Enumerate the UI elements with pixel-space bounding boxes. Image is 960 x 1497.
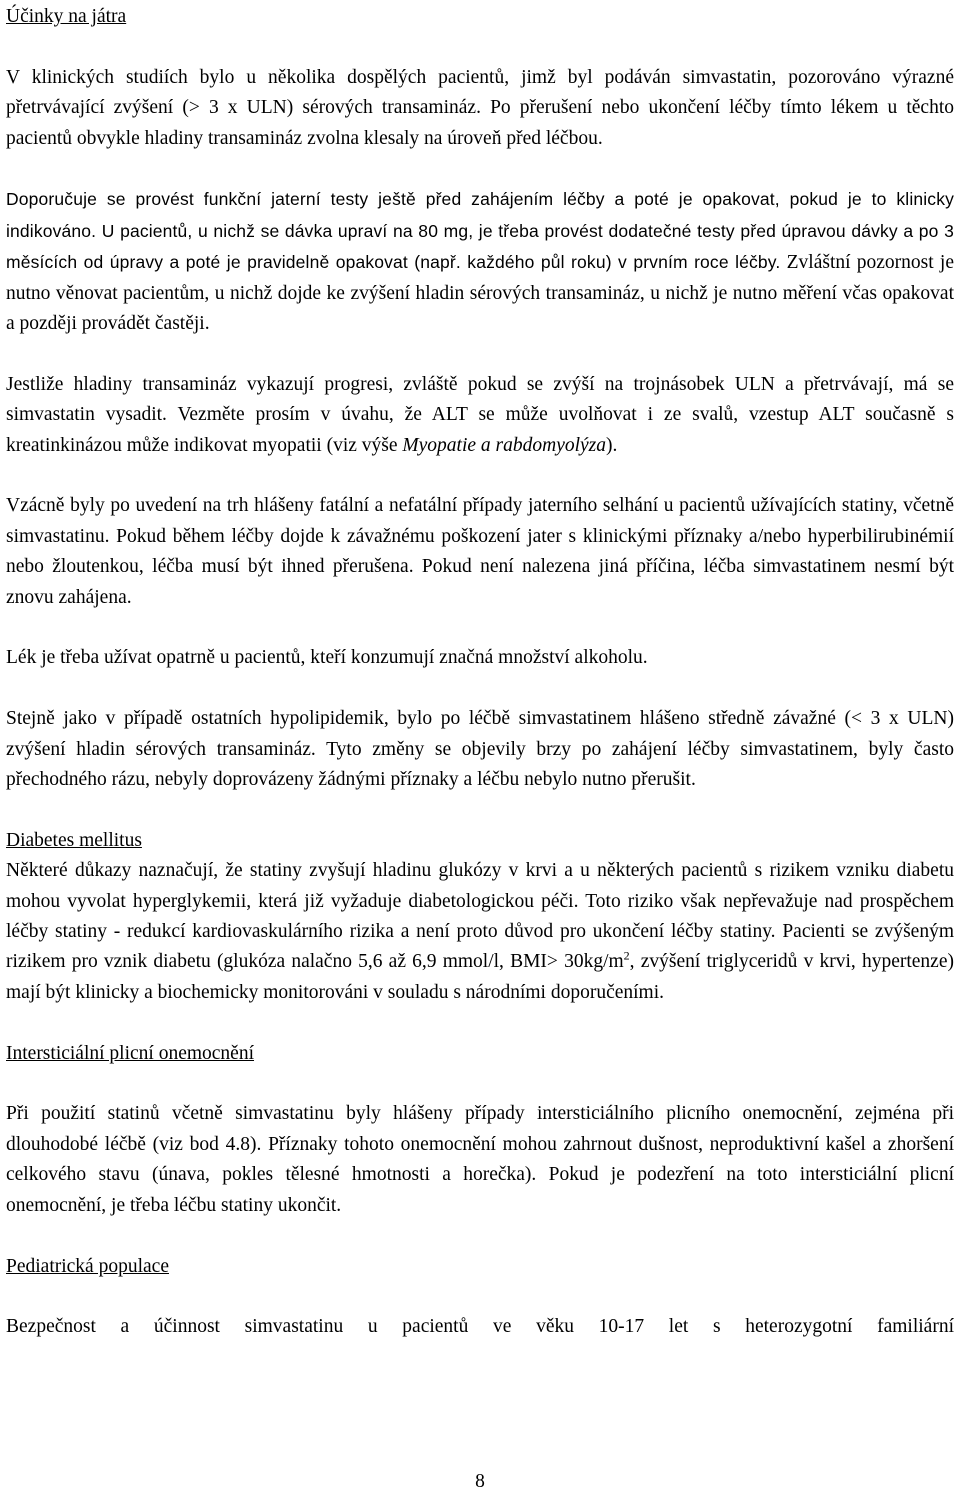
section-heading-diabetes: Diabetes mellitus <box>6 829 142 851</box>
paragraph-liver-2-part-b: Zvláštní pozornost je nutno věnovat pacientům, u nichž dojde ke zvýšení hladin sérových transamináz, u nichž je nutno měření včas opakovat a později provádět častěji. <box>6 252 954 335</box>
paragraph-diabetes-1-part-a: Některé důkazy naznačují, že statiny zvyšují hladinu glukózy v krvi a u některých pacientů s rizikem vzniku diabetu mohou vyvolat hyperglykemii, která již vyžaduje diabetologickou péči. Toto riziko však nepřevažuje nad prospěchem léčby statiny - redukcí kardiovaskulárního rizika a není proto důvod pro ukončení léčby statiny. Pacienti se zvýšeným rizikem pro vznik diabetu (glukóza nalačno 5,6 až 6,9 mmol/l, BMI> 30kg/m <box>6 860 954 973</box>
document-body <box>6 2 954 1343</box>
paragraph-liver-3-part-b: ). <box>606 434 618 456</box>
paragraph-ild-1: Při použití statinů včetně simvastatinu byly hlášeny případy intersticiálního plicního onemocnění, zejména při dlouhodobé léčbě (viz bod 4.8). Příznaky tohoto onemocnění mohou zahrnout dušnost, neproduktivní kašel a zhoršení celkového stavu (únava, pokles tělesné hmotnosti a horečka). Pokud je podezření na toto intersticiální plicní onemocnění, je třeba léčbu statiny ukončit. <box>6 1103 954 1216</box>
paragraph-liver-1: V klinických studiích bylo u několika dospělých pacientů, jimž byl podáván simvastatin, pozorováno výrazné přetrvávající zvýšení (> 3 x ULN) sérových transamináz. Po přerušení nebo ukončení léčby tímto lékem u těchto pacientů obvykle hladiny transamináz zvolna klesaly na úroveň před léčbou. <box>6 66 954 149</box>
paragraph-liver-5: Lék je třeba užívat opatrně u pacientů, kteří konzumují značná množství alkoholu. <box>6 647 648 669</box>
paragraph-liver-3 <box>6 370 954 461</box>
paragraph-diabetes-1-part-b: , zvýšení triglyceridů v krvi, hypertenze) mají být klinicky a biochemicky monitorováni v souladu s národními doporučeními. <box>6 951 954 1003</box>
paragraph-diabetes-1 <box>6 856 954 1008</box>
section-heading-pediatric-population: Pediatrická populace <box>6 1255 169 1277</box>
superscript-exponent: 2 <box>623 948 630 963</box>
paragraph-liver-2 <box>6 184 954 339</box>
paragraph-pediatric-1: Bezpečnost a účinnost simvastatinu u pacientů ve věku 10-17 let s heterozygotní familiární <box>6 1316 954 1338</box>
cross-reference-myopathy: Myopatie a rabdomyolýza <box>402 434 607 456</box>
section-heading-interstitial-lung-disease: Intersticiální plicní onemocnění <box>6 1042 255 1064</box>
paragraph-liver-2-part-a: Doporučuje se provést funkční jaterní testy ještě před zahájením léčby a poté je opakovat, pokud je to klinicky indikováno. U pacientů, u nichž se dávka upraví na 80 mg, je třeba provést dodatečné testy před úpravou dávky a po 3 měsících od úpravy a poté je pravidelně opakovat (např. každého půl roku) v prvním roce léčby. <box>6 189 954 273</box>
section-heading-liver-effects: Účinky na játra <box>6 6 127 27</box>
page-number: 8 <box>475 1471 485 1492</box>
paragraph-liver-6: Stejně jako v případě ostatních hypolipidemik, bylo po léčbě simvastatinem hlášeno středně závažné (< 3 x ULN) zvýšení hladin sérových transamináz. Tyto změny se objevily brzy po zahájení léčby simvastatinem, byly často přechodného rázu, nebyly doprovázeny žádnými příznaky a léčbu nebylo nutno přerušit. <box>6 708 954 791</box>
paragraph-liver-4: Vzácně byly po uvedení na trh hlášeny fatální a nefatální případy jaterního selhání u pacientů užívajících statiny, včetně simvastatinu. Pokud během léčby dojde k závažnému poškození jater s klinickými příznaky a/nebo hyperbilirubinémií nebo žloutenkou, léčba musí být ihned přerušena. Pokud není nalezena jiná příčina, léčba simvastatinem nesmí být znovu zahájena. <box>6 495 954 608</box>
paragraph-liver-3-part-a: Jestliže hladiny transamináz vykazují progresi, zvláště pokud se zvýší na trojnásobek ULN a přetrvávají, má se simvastatin vysadit. Vezměte prosím v úvahu, že ALT se může uvolňovat i ze svalů, vzestup ALT současně s kreatinkinázou může indikovat myopatii (viz výše <box>6 373 954 456</box>
